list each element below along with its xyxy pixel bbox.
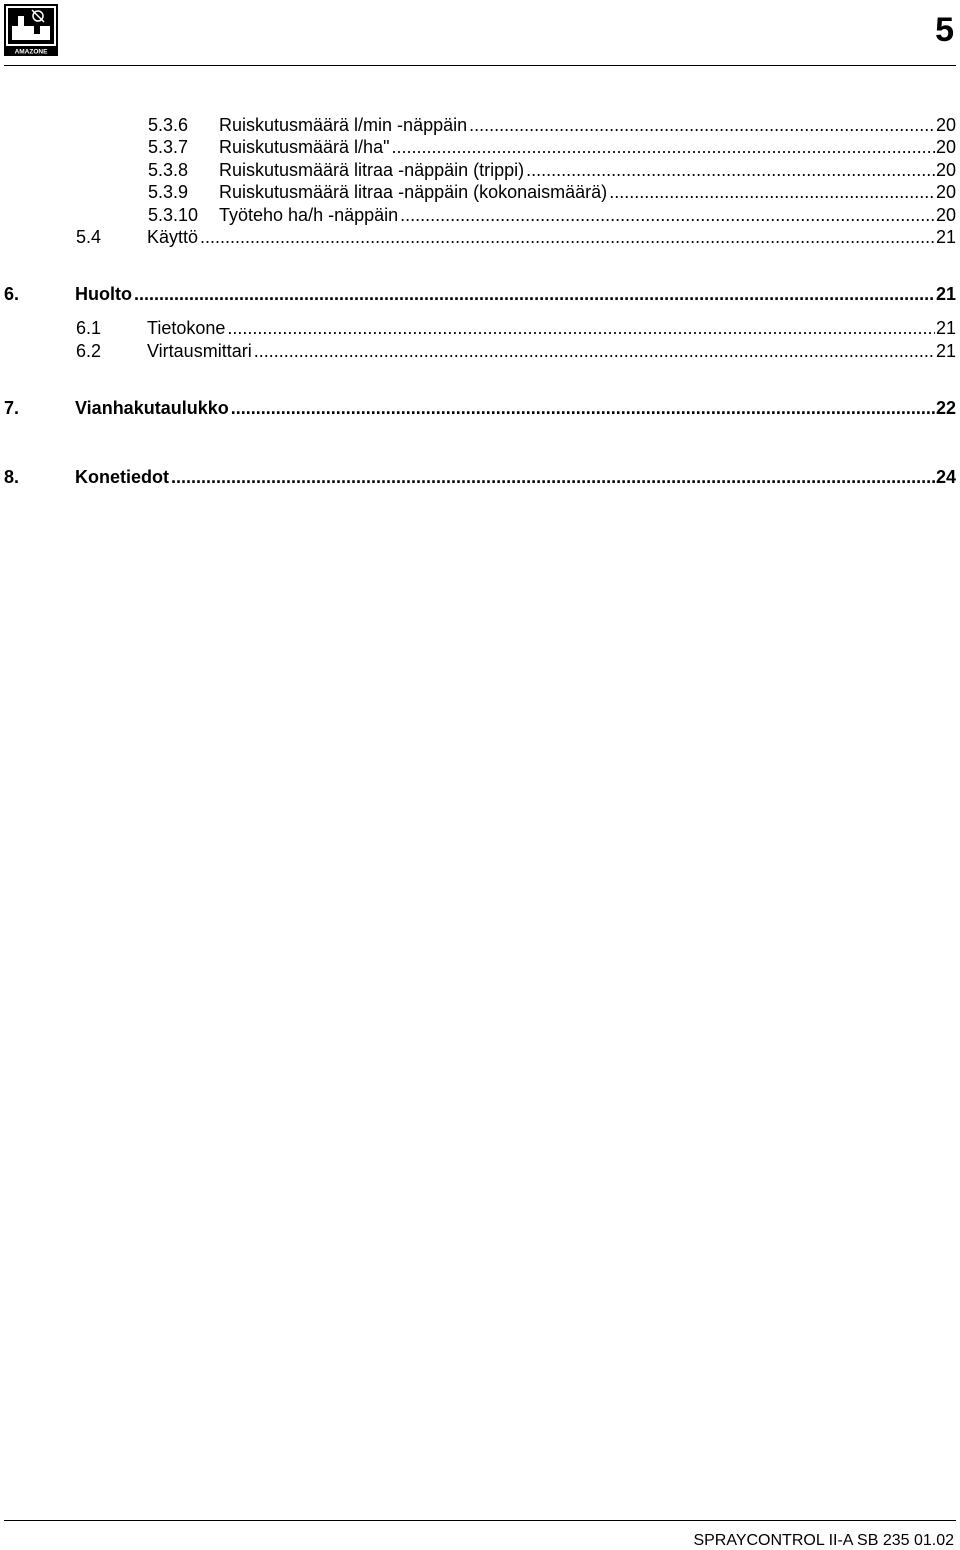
toc-chapter-page: 24 xyxy=(935,467,956,487)
toc-dot-leader xyxy=(400,204,935,226)
toc-chapter-8[interactable] xyxy=(4,466,956,488)
amazone-logo xyxy=(4,4,58,56)
header-rule xyxy=(4,65,956,66)
toc-entry-title: Virtausmittari xyxy=(147,341,252,361)
toc-dot-leader xyxy=(391,136,935,158)
toc-chapter-7[interactable] xyxy=(4,397,956,419)
toc-entry-number: 5.4 xyxy=(76,227,102,247)
toc-chapter-number: 8. xyxy=(4,467,20,487)
toc-entry-5-3-9[interactable] xyxy=(148,181,956,203)
toc-chapter-number: 7. xyxy=(4,398,20,418)
toc-entry-page: 21 xyxy=(935,318,956,338)
toc-chapter-page: 22 xyxy=(935,398,956,418)
toc-dot-leader xyxy=(200,226,935,248)
toc-entry-title: Ruiskutusmäärä l/min -näppäin xyxy=(219,115,468,135)
toc-dot-leader xyxy=(134,283,935,305)
toc-dot-leader xyxy=(609,181,935,203)
toc-entry-number: 5.3.9 xyxy=(148,182,189,202)
toc-entry-title: Työteho ha/h -näppäin xyxy=(219,205,399,225)
toc-entry-page: 20 xyxy=(935,182,956,202)
toc-entry-6-2[interactable] xyxy=(76,340,956,362)
toc-entry-page: 21 xyxy=(935,227,956,247)
toc-chapter-number: 6. xyxy=(4,284,20,304)
toc-entry-number: 5.3.8 xyxy=(148,160,189,180)
toc-entry-5-4[interactable] xyxy=(76,226,956,248)
footer-rule xyxy=(4,1520,956,1521)
toc-entry-number: 5.3.6 xyxy=(148,115,189,135)
toc-entry-page: 21 xyxy=(935,341,956,361)
toc-entry-title: Ruiskutusmäärä litraa -näppäin (kokonaismäärä) xyxy=(219,182,608,202)
toc-chapter-6[interactable] xyxy=(4,283,956,305)
toc-chapter-title: Huolto xyxy=(75,284,132,304)
toc-chapter-page: 21 xyxy=(935,284,956,304)
toc-entry-number: 5.3.7 xyxy=(148,137,189,157)
footer-document-id: SPRAYCONTROL II-A SB 235 01.02 xyxy=(693,1532,954,1549)
toc-dot-leader xyxy=(526,159,935,181)
toc-entry-page: 20 xyxy=(935,205,956,225)
logo-text: AMAZONE xyxy=(14,48,48,56)
toc-entry-page: 20 xyxy=(935,160,956,180)
toc-entry-number: 5.3.10 xyxy=(148,205,199,225)
toc-dot-leader xyxy=(469,114,935,136)
toc-entry-number: 6.1 xyxy=(76,318,102,338)
page-number: 5 xyxy=(935,11,954,49)
toc-dot-leader xyxy=(227,317,935,339)
toc-entry-title: Ruiskutusmäärä litraa -näppäin (trippi) xyxy=(219,160,525,180)
toc-chapter-title: Vianhakutaulukko xyxy=(75,398,229,418)
toc-entry-title: Tietokone xyxy=(147,318,226,338)
toc-entry-number: 6.2 xyxy=(76,341,102,361)
toc-entry-title: Käyttö xyxy=(147,227,199,247)
toc-entry-5-3-7[interactable] xyxy=(148,136,956,158)
toc-entry-5-3-8[interactable] xyxy=(148,159,956,181)
toc-entry-page: 20 xyxy=(935,137,956,157)
toc-chapter-title: Konetiedot xyxy=(75,467,169,487)
toc-dot-leader xyxy=(254,340,935,362)
toc-entry-title: Ruiskutusmäärä l/ha" xyxy=(219,137,390,157)
toc-entry-5-3-10[interactable] xyxy=(148,204,956,226)
toc-entry-page: 20 xyxy=(935,115,956,135)
toc-entry-5-3-6[interactable] xyxy=(148,114,956,136)
toc-dot-leader xyxy=(231,397,935,419)
toc-entry-6-1[interactable] xyxy=(76,317,956,339)
toc-dot-leader xyxy=(171,466,935,488)
